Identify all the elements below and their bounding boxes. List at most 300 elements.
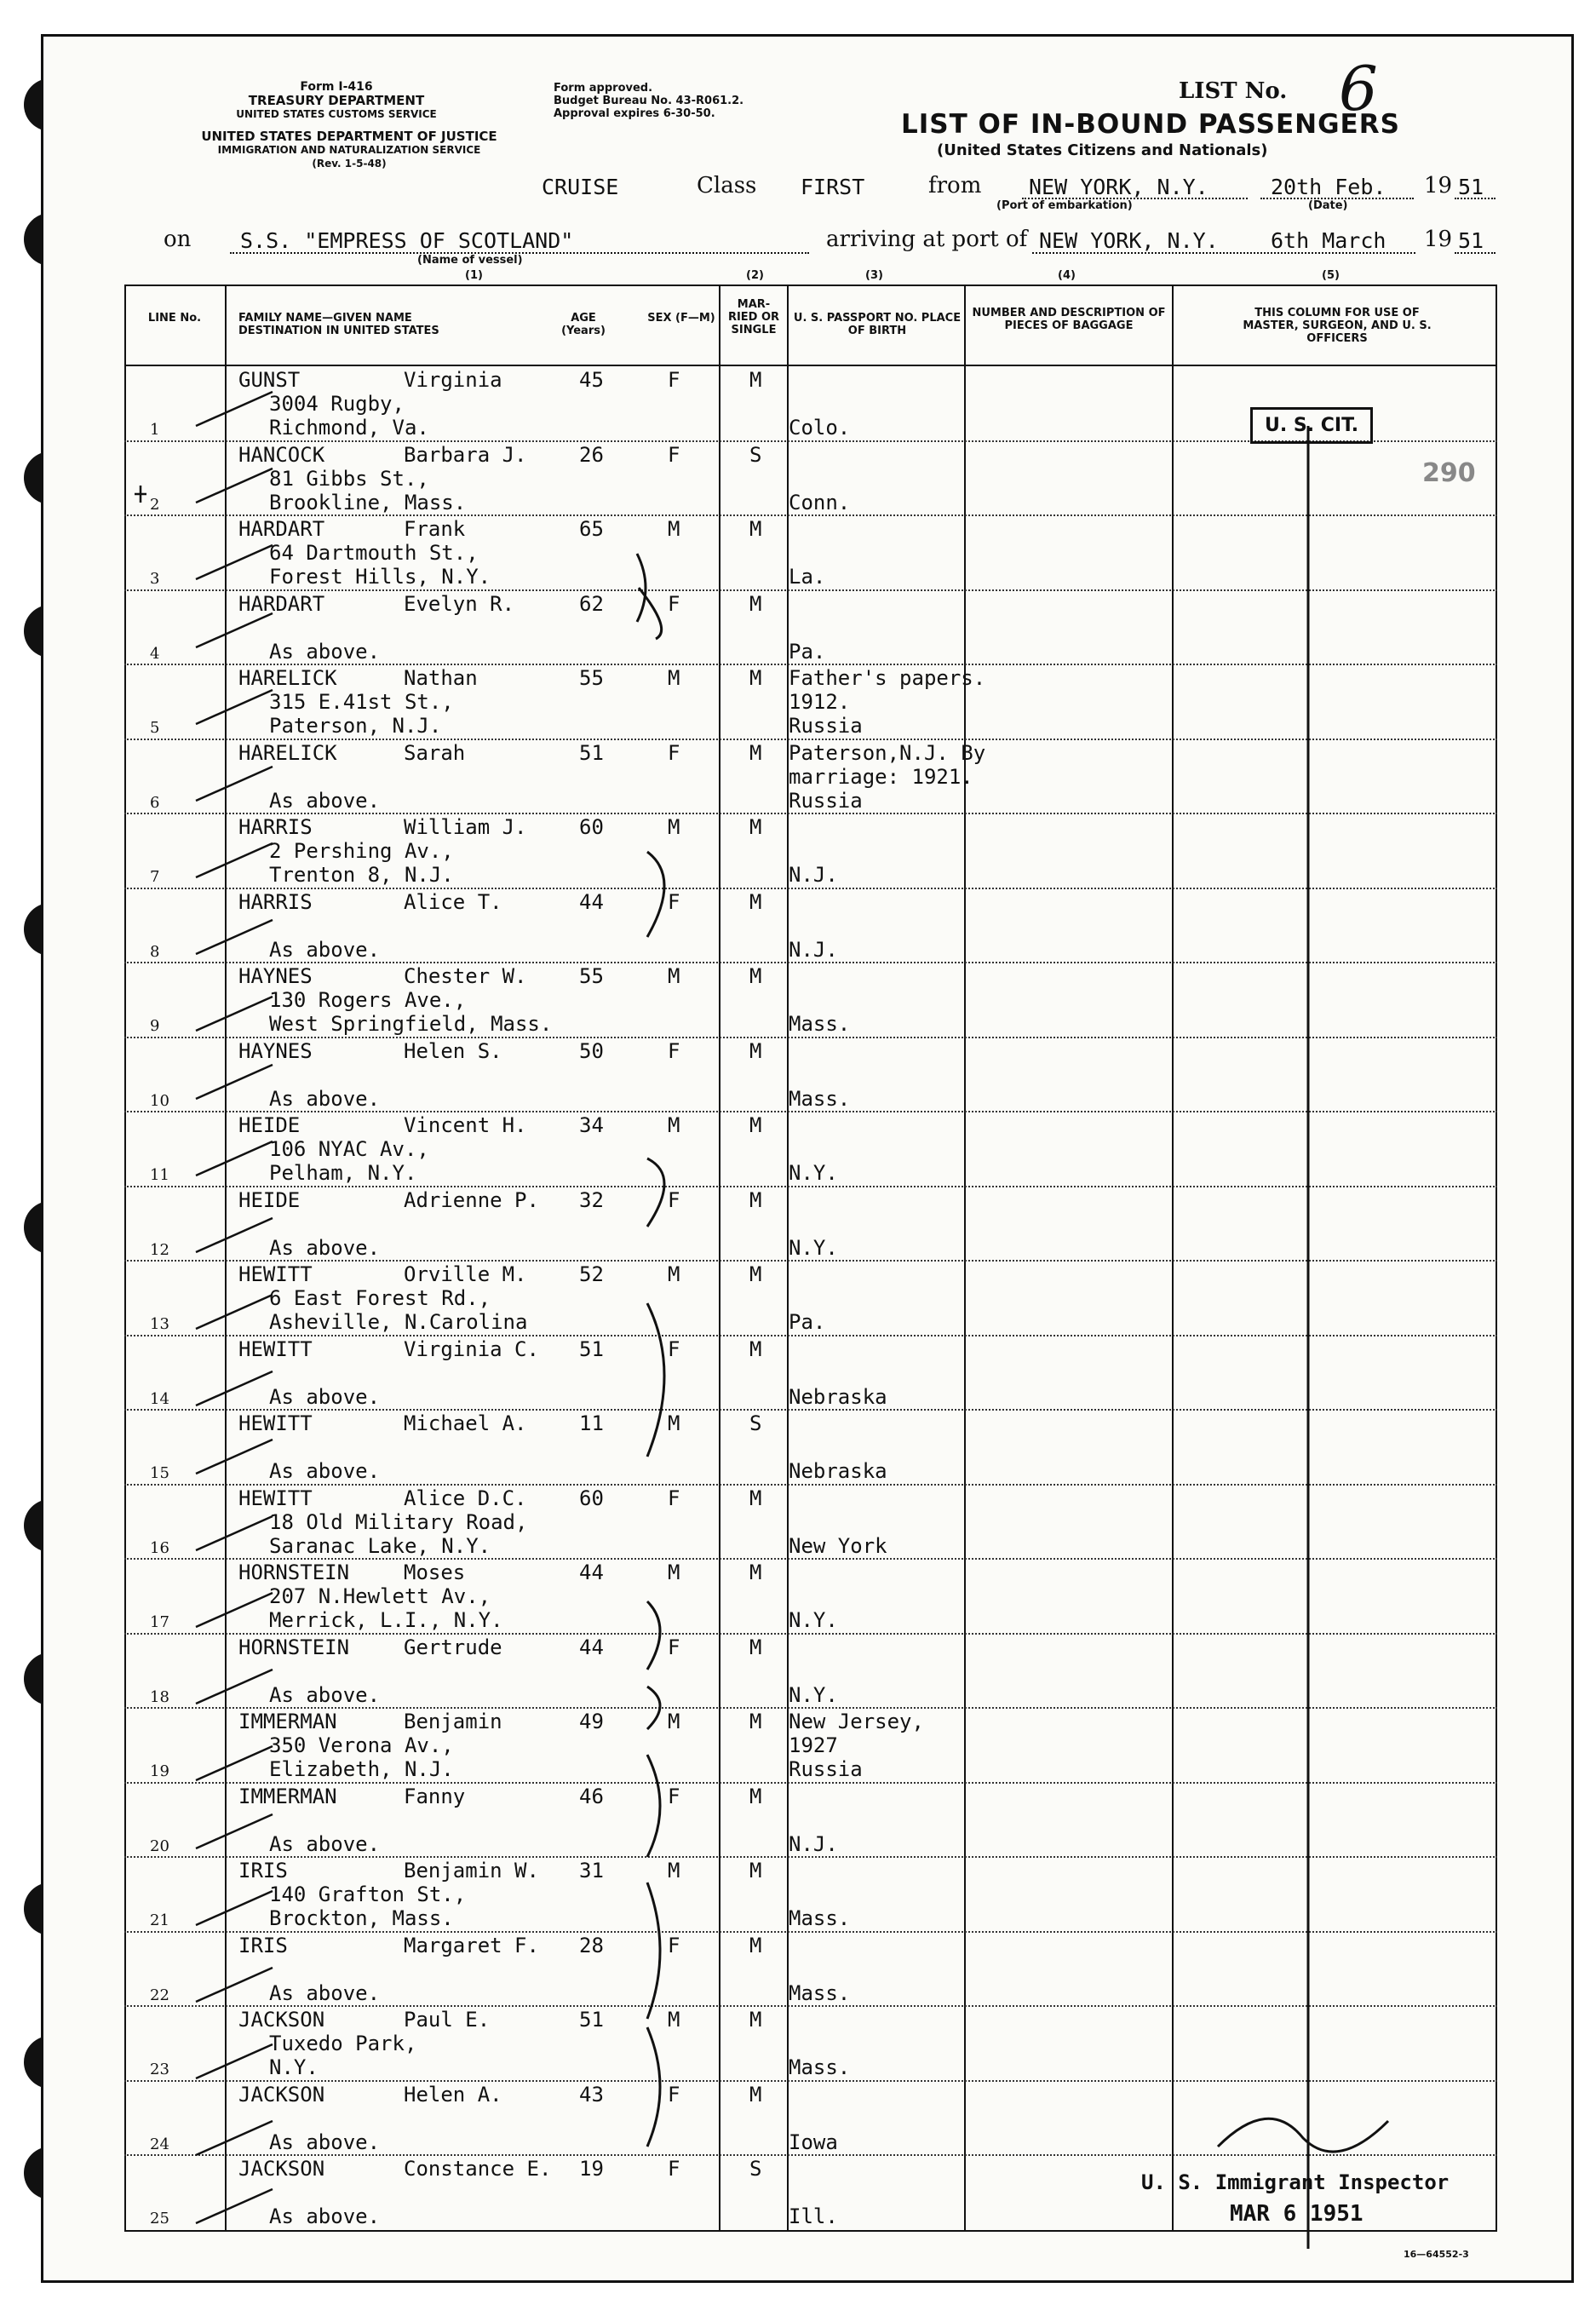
sex: M: [668, 1411, 680, 1435]
family-name: JACKSON: [238, 2157, 325, 2181]
strike-mark: [196, 1440, 273, 1474]
sex: M: [668, 815, 680, 839]
sex: F: [668, 2157, 680, 2181]
age: 32: [579, 1187, 604, 1212]
given-name: Alice D.C.: [404, 1486, 527, 1510]
given-name: Nathan: [404, 666, 478, 690]
col-num-3: (3): [865, 269, 883, 282]
line-number: 7: [150, 868, 160, 886]
sex: F: [668, 591, 680, 616]
family-name: HARRIS: [238, 815, 313, 839]
line-number: 8: [150, 942, 160, 961]
age: 43: [579, 2082, 604, 2107]
age: 55: [579, 964, 604, 988]
col-header-baggage: NUMBER AND DESCRIPTION OF PIECES OF BAGGAGE: [972, 307, 1166, 332]
line-number: 15: [150, 1464, 169, 1482]
given-name: Constance E.: [404, 2157, 552, 2181]
address-line-1: 350 Verona Av.,: [269, 1733, 454, 1757]
strike-mark: [196, 392, 273, 426]
address-line-2: As above.: [269, 1086, 381, 1111]
date-arrival: 6th March: [1271, 228, 1386, 253]
marital-status: M: [749, 1187, 762, 1212]
birthplace: Conn.: [789, 490, 851, 514]
given-name: Helen A.: [404, 2082, 502, 2107]
age: 52: [579, 1262, 604, 1286]
sex: F: [668, 1038, 680, 1063]
given-name: Alice T.: [404, 889, 502, 914]
age: 19: [579, 2157, 604, 2181]
marital-status: M: [749, 2008, 762, 2032]
age: 55: [579, 666, 604, 690]
family-name: HAYNES: [238, 1038, 313, 1063]
address-line-2: Pelham, N.Y.: [269, 1161, 417, 1185]
page-subtitle: (United States Citizens and Nationals): [937, 141, 1268, 159]
birthplace: N.Y.: [789, 1608, 838, 1632]
line-number: 1: [150, 421, 160, 439]
inspector-stamp: U. S. Immigrant Inspector: [1141, 2170, 1450, 2194]
address-line-2: As above.: [269, 2130, 381, 2154]
family-name: HEWITT: [238, 1486, 313, 1510]
marital-status: M: [749, 889, 762, 914]
marital-status: M: [749, 1784, 762, 1808]
line-number: 3: [150, 570, 160, 588]
age: 44: [579, 1561, 604, 1584]
vessel-caption: (Name of vessel): [417, 254, 523, 267]
strike-mark: [196, 997, 273, 1031]
age: 28: [579, 1933, 604, 1957]
given-name: Gertrude: [404, 1635, 502, 1659]
given-name: Virginia C.: [404, 1336, 539, 1361]
sex: F: [668, 1933, 680, 1957]
family-name: JACKSON: [238, 2082, 325, 2107]
sex: F: [668, 889, 680, 914]
address-line-1: 315 E.41st St.,: [269, 690, 454, 714]
line-number: 19: [150, 1762, 169, 1780]
stamp-number: 290: [1422, 458, 1476, 488]
date-caption: (Date): [1308, 199, 1348, 212]
strike-mark: [196, 1141, 273, 1175]
customs-service: UNITED STATES CUSTOMS SERVICE: [236, 108, 437, 120]
family-name: HEWITT: [238, 1262, 313, 1286]
marital-status: S: [749, 2157, 762, 2181]
address-line-2: As above.: [269, 1384, 381, 1409]
marital-status: M: [749, 1486, 762, 1510]
sex: F: [668, 1486, 680, 1510]
port-arrival: NEW YORK, N.Y.: [1039, 228, 1219, 253]
birthplace: Mass.: [789, 1980, 851, 2005]
justice-dept: UNITED STATES DEPARTMENT OF JUSTICE: [201, 129, 497, 144]
family-name: HARELICK: [238, 740, 337, 765]
approval-line-1: Form approved.: [554, 82, 653, 95]
date-departure: 20th Feb.: [1271, 175, 1386, 199]
age: 51: [579, 740, 604, 765]
vessel-name: S.S. "EMPRESS OF SCOTLAND": [240, 228, 574, 253]
class-label: Class: [697, 173, 757, 198]
marital-status: M: [749, 1262, 762, 1286]
age: 11: [579, 1411, 604, 1435]
line-number: 16: [150, 1538, 169, 1557]
marital-status: M: [749, 815, 762, 839]
address-line-2: As above.: [269, 1459, 381, 1483]
given-name: Margaret F.: [404, 1933, 539, 1957]
sex: F: [668, 1336, 680, 1361]
age: 65: [579, 517, 604, 541]
given-name: Barbara J.: [404, 442, 527, 467]
line-number: 23: [150, 2061, 169, 2078]
check-mark: [647, 852, 664, 937]
passport-line-2: marriage: 1921.: [789, 764, 973, 789]
given-name: Orville M.: [404, 1262, 527, 1286]
ins-service: IMMIGRATION AND NATURALIZATION SERVICE: [217, 144, 481, 156]
birthplace: N.Y.: [789, 1235, 838, 1260]
given-name: Fanny: [404, 1784, 466, 1808]
sex: F: [668, 1187, 680, 1212]
address-line-2: As above.: [269, 937, 381, 962]
age: 44: [579, 1635, 604, 1659]
family-name: IMMERMAN: [238, 1784, 337, 1808]
year-prefix: 19: [1424, 227, 1453, 252]
marital-status: M: [749, 517, 762, 541]
address-line-2: Trenton 8, N.J.: [269, 863, 454, 887]
col-header-passport: U. S. PASSPORT NO. PLACE OF BIRTH: [793, 312, 962, 337]
strike-mark: [196, 1516, 273, 1550]
address-line-1: 140 Grafton St.,: [269, 1883, 467, 1906]
address-line-2: As above.: [269, 1682, 381, 1707]
sex: M: [668, 964, 680, 988]
form-code: 16—64552-3: [1404, 2249, 1469, 2260]
line-number: 24: [150, 2135, 169, 2153]
line-number: 11: [150, 1166, 169, 1184]
stamp-date: MAR 6 1951: [1230, 2201, 1363, 2227]
col-header-officers: THIS COLUMN FOR USE OF MASTER, SURGEON, AND U. S. OFFICERS: [1243, 307, 1432, 345]
plus-mark: [135, 486, 146, 503]
birthplace: N.Y.: [789, 1682, 838, 1707]
birthplace: N.Y.: [789, 1161, 838, 1185]
address-line-2: Merrick, L.I., N.Y.: [269, 1608, 503, 1632]
check-mark: [647, 1755, 660, 1857]
line-number: 2: [150, 495, 160, 514]
age: 34: [579, 1113, 604, 1137]
family-name: HARDART: [238, 591, 325, 616]
us-cit-stamp: U. S. CIT.: [1250, 407, 1373, 444]
col-num-2: (2): [746, 269, 764, 282]
check-mark: [647, 1601, 660, 1729]
sex: F: [668, 442, 680, 467]
age: 49: [579, 1710, 604, 1733]
marital-status: S: [749, 1411, 762, 1435]
strike-mark: [196, 1891, 273, 1925]
birthplace: Iowa: [789, 2130, 838, 2154]
birthplace: New York: [789, 1533, 887, 1558]
family-name: IRIS: [238, 1933, 288, 1957]
marital-status: M: [749, 1635, 762, 1659]
passport-line-1: Paterson,N.J. By: [789, 740, 986, 765]
strike-mark: [196, 690, 273, 724]
year-departure: 51: [1458, 175, 1484, 199]
marital-status: M: [749, 2082, 762, 2107]
family-name: HANCOCK: [238, 442, 325, 467]
marital-status: S: [749, 442, 762, 467]
birthplace: La.: [789, 565, 826, 589]
age: 46: [579, 1784, 604, 1808]
strike-mark: [196, 1065, 273, 1099]
strike-mark: [196, 468, 273, 503]
address-line-2: As above.: [269, 1980, 381, 2005]
age: 44: [579, 889, 604, 914]
strike-mark: [196, 1371, 273, 1405]
strike-mark: [196, 2044, 273, 2078]
passport-line-2: 1927: [789, 1733, 838, 1757]
birthplace: Russia: [789, 714, 863, 738]
age: 51: [579, 2008, 604, 2032]
sex: F: [668, 2082, 680, 2107]
strike-mark: [196, 1593, 273, 1627]
address-line-2: Asheville, N.Carolina: [269, 1310, 528, 1334]
birthplace: Mass.: [789, 1906, 851, 1930]
list-no-label: LIST No.: [1179, 78, 1288, 104]
line-number: 13: [150, 1315, 169, 1333]
family-name: GUNST: [238, 368, 301, 392]
address-line-1: 106 NYAC Av.,: [269, 1137, 429, 1161]
rev-date: (Rev. 1-5-48): [312, 158, 387, 170]
family-name: HORNSTEIN: [238, 1561, 350, 1584]
address-line-2: As above.: [269, 1831, 381, 1856]
line-number: 17: [150, 1613, 169, 1631]
page-title: LIST OF IN-BOUND PASSENGERS: [901, 109, 1400, 140]
line-number: 12: [150, 1240, 169, 1259]
strike-mark: [196, 1670, 273, 1704]
age: 60: [579, 1486, 604, 1510]
address-line-2: Elizabeth, N.J.: [269, 1757, 454, 1781]
address-line-2: As above.: [269, 788, 381, 813]
sex: F: [668, 740, 680, 765]
passport-line-1: New Jersey,: [789, 1710, 924, 1733]
marital-status: M: [749, 1710, 762, 1733]
address-line-2: Paterson, N.J.: [269, 714, 442, 738]
family-name: JACKSON: [238, 2008, 325, 2032]
age: 45: [579, 368, 604, 392]
col-num-5: (5): [1322, 269, 1340, 282]
family-name: HEIDE: [238, 1187, 301, 1212]
marital-status: M: [749, 1038, 762, 1063]
marital-status: M: [749, 591, 762, 616]
birthplace: Pa.: [789, 1310, 826, 1334]
family-name: HARDART: [238, 517, 325, 541]
line-number: 20: [150, 1837, 169, 1855]
birthplace: N.J.: [789, 937, 838, 962]
marital-status: M: [749, 368, 762, 392]
birthplace: N.J.: [789, 1831, 838, 1856]
family-name: HARELICK: [238, 666, 337, 690]
address-line-1: 64 Dartmouth St.,: [269, 541, 479, 565]
address-line-2: West Springfield, Mass.: [269, 1012, 553, 1036]
line-number: 21: [150, 1911, 169, 1929]
age: 26: [579, 442, 604, 467]
strike-mark: [196, 920, 273, 954]
port-embark-caption: (Port of embarkation): [996, 199, 1133, 212]
check-mark: [647, 1303, 664, 1457]
strike-mark: [196, 1814, 273, 1848]
address-line-2: As above.: [269, 639, 381, 664]
sex: F: [668, 1784, 680, 1808]
col-num-1: (1): [465, 269, 483, 282]
col-header-sex: SEX (F—M): [647, 312, 715, 325]
address-line-1: 6 East Forest Rd.,: [269, 1286, 491, 1310]
birthplace: Pa.: [789, 639, 826, 664]
given-name: Sarah: [404, 740, 466, 765]
family-name: HEWITT: [238, 1411, 313, 1435]
sex: M: [668, 1859, 680, 1883]
marital-status: M: [749, 1561, 762, 1584]
sex: M: [668, 666, 680, 690]
address-line-1: 3004 Rugby,: [269, 392, 405, 416]
port-embarkation: NEW YORK, N.Y.: [1029, 175, 1208, 199]
address-line-1: 2 Pershing Av.,: [269, 839, 454, 863]
line-number: 14: [150, 1389, 169, 1408]
from-label: from: [928, 173, 982, 198]
line-number: 6: [150, 793, 160, 812]
marital-status: M: [749, 666, 762, 690]
marital-status: M: [749, 964, 762, 988]
given-name: Benjamin: [404, 1710, 502, 1733]
col-header-line: LINE No.: [147, 312, 202, 325]
family-name: IMMERMAN: [238, 1710, 337, 1733]
address-line-1: 18 Old Military Road,: [269, 1509, 528, 1534]
address-line-2: Forest Hills, N.Y.: [269, 565, 491, 589]
address-line-2: As above.: [269, 1235, 381, 1260]
sex: F: [668, 1635, 680, 1659]
line-number: 9: [150, 1017, 160, 1035]
birthplace: N.J.: [789, 863, 838, 887]
treasury-dept: TREASURY DEPARTMENT: [248, 93, 425, 108]
check-mark: [647, 1158, 664, 1227]
year-prefix: 19: [1424, 173, 1453, 198]
given-name: Benjamin W.: [404, 1859, 539, 1883]
line-number: 4: [150, 644, 160, 663]
given-name: Paul E.: [404, 2008, 491, 2032]
given-name: Moses: [404, 1561, 466, 1584]
check-mark: [637, 554, 662, 639]
birthplace: Ill.: [789, 2204, 838, 2228]
cruise-label: CRUISE: [542, 175, 619, 199]
line-number: 5: [150, 719, 160, 737]
line-number: 10: [150, 1091, 169, 1110]
approval-line-2: Budget Bureau No. 43-R061.2.: [554, 95, 744, 107]
line-number: 18: [150, 1687, 169, 1706]
family-name: HAYNES: [238, 964, 313, 988]
family-name: HEWITT: [238, 1336, 313, 1361]
marital-status: M: [749, 1933, 762, 1957]
form-id: Form I-416: [300, 80, 373, 94]
col-header-age: AGE (Years): [561, 312, 606, 337]
marital-status: M: [749, 1859, 762, 1883]
address-line-2: Richmond, Va.: [269, 416, 429, 440]
address-line-2: N.Y.: [269, 2055, 319, 2079]
age: 50: [579, 1038, 604, 1063]
sex: M: [668, 1113, 680, 1137]
sex: M: [668, 2008, 680, 2032]
strike-mark: [196, 1218, 273, 1252]
address-line-1: 207 N.Hewlett Av.,: [269, 1584, 491, 1608]
year-arrival: 51: [1458, 228, 1484, 253]
birthplace: Russia: [789, 788, 863, 813]
birthplace: Russia: [789, 1757, 863, 1781]
marital-status: M: [749, 1336, 762, 1361]
strike-mark: [196, 1968, 273, 2002]
sex: M: [668, 1262, 680, 1286]
strike-mark: [196, 767, 273, 801]
given-name: Evelyn R.: [404, 591, 515, 616]
address-line-2: Brockton, Mass.: [269, 1906, 454, 1930]
strike-mark: [196, 2189, 273, 2223]
check-mark: [647, 2027, 660, 2147]
address-line-1: Tuxedo Park,: [269, 2032, 417, 2055]
inspector-signature: [1218, 2118, 1388, 2152]
passport-line-2: 1912.: [789, 690, 851, 714]
col-header-name: FAMILY NAME—GIVEN NAME DESTINATION IN UNITED STATES: [238, 312, 439, 337]
strike-mark: [196, 1295, 273, 1329]
strike-mark: [196, 843, 273, 877]
address-line-2: As above.: [269, 2204, 381, 2228]
check-mark: [647, 1883, 660, 2019]
family-name: IRIS: [238, 1859, 288, 1883]
age: 62: [579, 591, 604, 616]
family-name: HARRIS: [238, 889, 313, 914]
birthplace: Nebraska: [789, 1384, 887, 1409]
passport-line-1: Father's papers.: [789, 666, 986, 690]
given-name: Frank: [404, 517, 466, 541]
strike-mark: [196, 2121, 273, 2155]
sex: M: [668, 1710, 680, 1733]
family-name: HORNSTEIN: [238, 1635, 350, 1659]
strike-mark: [196, 1746, 273, 1780]
sex: M: [668, 1561, 680, 1584]
birthplace: Mass.: [789, 1086, 851, 1111]
strike-mark: [196, 613, 273, 647]
line-number: 25: [150, 2210, 169, 2227]
age: 60: [579, 815, 604, 839]
given-name: Adrienne P.: [404, 1187, 539, 1212]
address-line-2: Brookline, Mass.: [269, 490, 467, 514]
age: 31: [579, 1859, 604, 1883]
sex: M: [668, 517, 680, 541]
family-name: HEIDE: [238, 1113, 301, 1137]
marital-status: M: [749, 740, 762, 765]
given-name: Vincent H.: [404, 1113, 527, 1137]
birthplace: Colo.: [789, 416, 851, 440]
col-num-4: (4): [1058, 269, 1076, 282]
given-name: Virginia: [404, 368, 502, 392]
address-line-2: Saranac Lake, N.Y.: [269, 1533, 491, 1558]
birthplace: Mass.: [789, 1012, 851, 1036]
line-number: 22: [150, 1986, 169, 2004]
arriving-label: arriving at port of: [826, 227, 1028, 252]
given-name: Chester W.: [404, 964, 527, 988]
strike-mark: [196, 545, 273, 579]
address-line-1: 81 Gibbs St.,: [269, 466, 429, 491]
given-name: Michael A.: [404, 1411, 527, 1435]
approval-line-3: Approval expires 6-30-50.: [554, 107, 715, 120]
marital-status: M: [749, 1113, 762, 1137]
birthplace: Nebraska: [789, 1459, 887, 1483]
given-name: William J.: [404, 815, 527, 839]
on-label: on: [164, 227, 192, 252]
list-no-value: 6: [1339, 53, 1378, 124]
given-name: Helen S.: [404, 1038, 502, 1063]
age: 51: [579, 1336, 604, 1361]
sex: F: [668, 368, 680, 392]
class-value: FIRST: [801, 175, 865, 199]
